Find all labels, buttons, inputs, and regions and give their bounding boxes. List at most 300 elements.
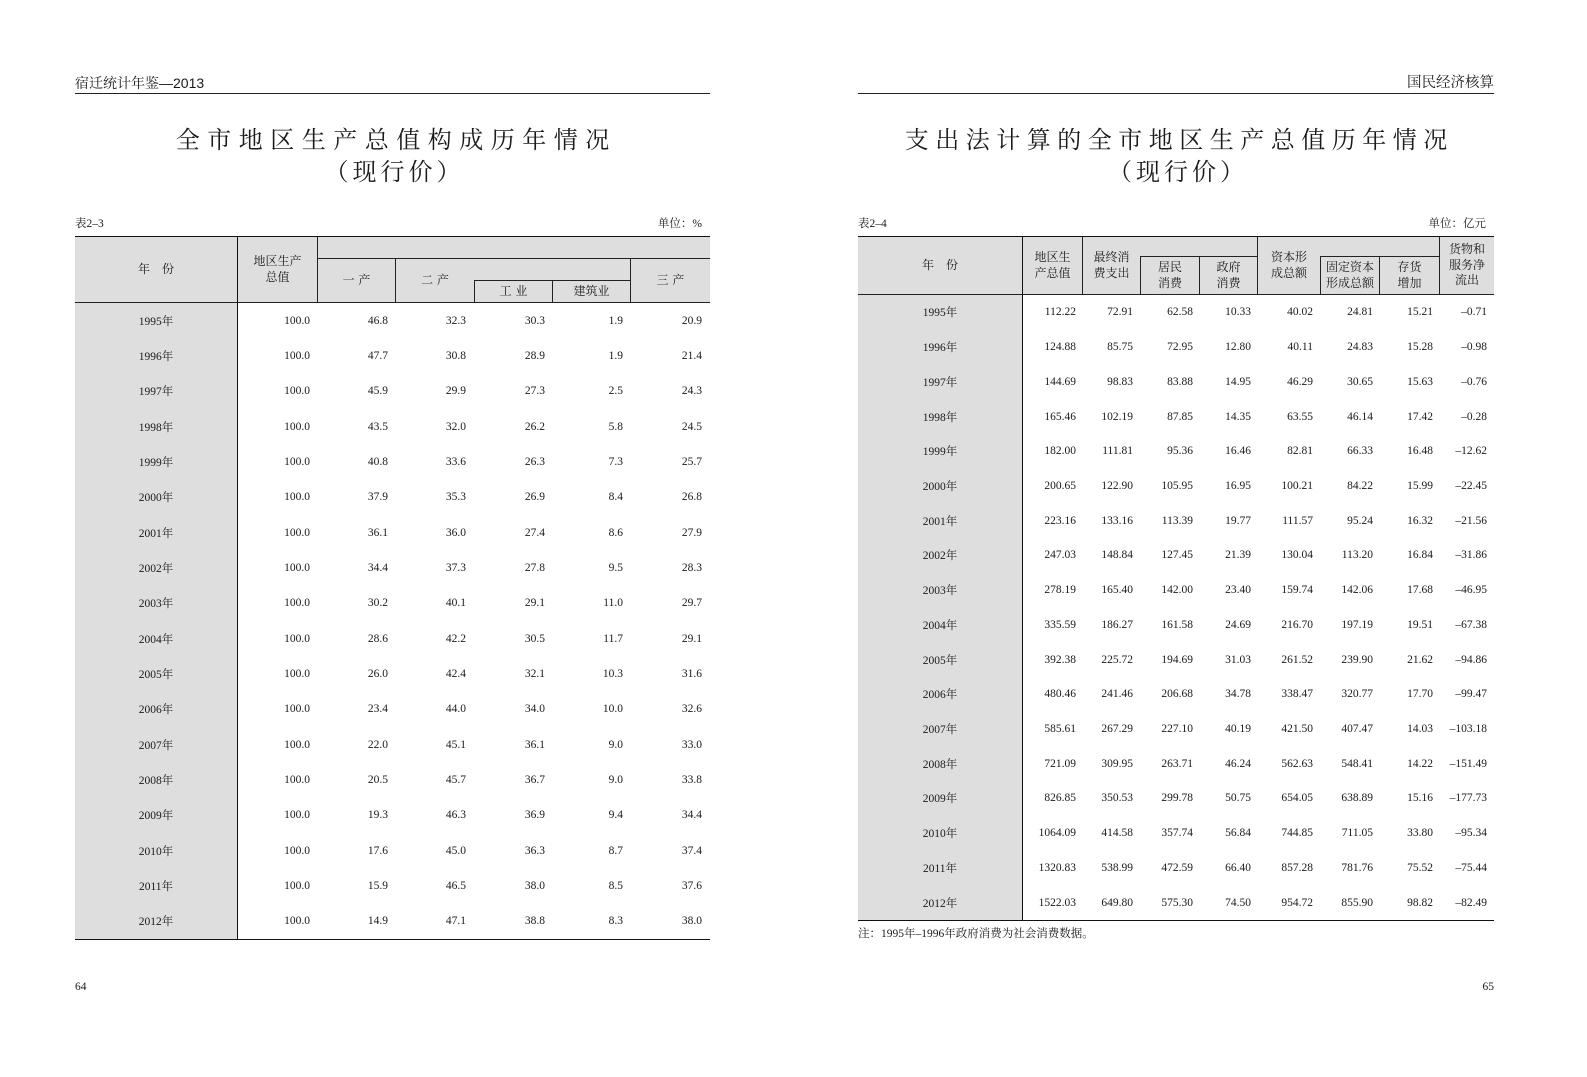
- cell-household-consumption: 62.58: [1167, 306, 1193, 319]
- cell-final-consumption: 241.46: [1101, 688, 1133, 701]
- cell-gdp: 335.59: [1044, 618, 1076, 631]
- cell-tertiary: 26.8: [681, 491, 702, 504]
- cell-final-consumption: 186.27: [1101, 618, 1133, 631]
- cell-gdp: 1320.83: [1038, 861, 1076, 874]
- cell-year: 1998年: [75, 409, 238, 444]
- table-row: [75, 444, 710, 479]
- cell-year: 2007年: [75, 727, 238, 762]
- cell-government-consumption: 10.33: [1225, 306, 1251, 319]
- cell-net-exports: –103.18: [1449, 722, 1487, 735]
- table-row: [75, 833, 710, 868]
- table-row: [75, 692, 710, 727]
- cell-industry: 38.8: [524, 915, 545, 928]
- cell-industry: 27.3: [524, 385, 545, 398]
- cell-tertiary: 37.6: [681, 879, 702, 892]
- cell-gdp: 112.22: [1044, 306, 1076, 319]
- cell-inventory-change: 16.84: [1407, 549, 1433, 562]
- cell-tertiary: 32.6: [681, 703, 702, 716]
- cell-net-exports: –0.28: [1461, 410, 1487, 423]
- table-row: [858, 885, 1494, 920]
- page-number: 64: [75, 981, 87, 993]
- cell-fixed-capital-formation: 84.22: [1347, 479, 1373, 492]
- table-body: [858, 295, 1494, 920]
- cell-inventory-change: 21.62: [1407, 653, 1433, 666]
- cell-secondary: 44.0: [445, 703, 466, 716]
- cell-primary: 36.1: [367, 526, 388, 539]
- cell-capital-formation: 261.52: [1281, 653, 1313, 666]
- header-inventory-change-label: 存货增加: [1397, 260, 1422, 290]
- header-primary-label: 一 产: [342, 272, 371, 287]
- cell-inventory-change: 16.32: [1407, 514, 1433, 527]
- table-footnote: 注：1995年–1996年政府消费为社会消费数据。: [858, 928, 1094, 940]
- cell-year: 2005年: [75, 656, 238, 691]
- cell-year: 1995年: [858, 295, 1023, 330]
- table-row: [858, 816, 1494, 851]
- cell-final-consumption: 414.58: [1101, 827, 1133, 840]
- table-row: [858, 330, 1494, 365]
- cell-gdp: 100.0: [284, 667, 310, 680]
- cell-fixed-capital-formation: 46.14: [1347, 410, 1373, 423]
- cell-primary: 40.8: [367, 455, 388, 468]
- cell-household-consumption: 357.74: [1161, 827, 1193, 840]
- cell-gdp: 1522.03: [1038, 896, 1076, 909]
- table-row: [858, 712, 1494, 747]
- table-header: [858, 237, 1494, 295]
- cell-net-exports: –22.45: [1455, 479, 1487, 492]
- cell-gdp: 100.0: [284, 632, 310, 645]
- cell-industry: 36.9: [524, 809, 545, 822]
- header-construction-label: 建筑业: [573, 283, 610, 298]
- cell-year: 2007年: [858, 712, 1023, 747]
- header-household-consumption-label: 居民消费: [1158, 260, 1183, 290]
- cell-tertiary: 38.0: [681, 915, 702, 928]
- cell-gdp: 721.09: [1044, 757, 1076, 770]
- cell-capital-formation: 421.50: [1281, 722, 1313, 735]
- cell-year: 2002年: [858, 538, 1023, 573]
- cell-gdp: 100.0: [284, 491, 310, 504]
- cell-year: 2002年: [75, 550, 238, 585]
- cell-industry: 26.9: [524, 491, 545, 504]
- cell-tertiary: 29.1: [681, 632, 702, 645]
- table-row: [858, 295, 1494, 330]
- running-head: 宿迁统计年鉴—2013: [75, 74, 710, 94]
- cell-final-consumption: 72.91: [1107, 306, 1133, 319]
- cell-inventory-change: 15.28: [1407, 341, 1433, 354]
- cell-government-consumption: 16.95: [1225, 479, 1251, 492]
- cell-year: 1995年: [75, 303, 238, 338]
- header-industry-label: 工 业: [499, 283, 528, 298]
- cell-construction: 8.5: [608, 879, 623, 892]
- cell-household-consumption: 206.68: [1161, 688, 1193, 701]
- cell-primary: 45.9: [367, 385, 388, 398]
- cell-tertiary: 31.6: [681, 667, 702, 680]
- cell-government-consumption: 16.46: [1225, 445, 1251, 458]
- cell-final-consumption: 85.75: [1107, 341, 1133, 354]
- cell-government-consumption: 23.40: [1225, 584, 1251, 597]
- cell-year: 2011年: [75, 868, 238, 903]
- header-fixed-capital-formation: [1320, 257, 1380, 295]
- cell-construction: 8.7: [608, 844, 623, 857]
- cell-industry: 36.1: [524, 738, 545, 751]
- header-industry: [474, 281, 553, 303]
- header-gdp-label: 地区生产总值: [1034, 250, 1071, 280]
- cell-gdp: 100.0: [284, 915, 310, 928]
- cell-year: 2010年: [75, 833, 238, 868]
- cell-fixed-capital-formation: 197.19: [1341, 618, 1373, 631]
- cell-construction: 8.6: [608, 526, 623, 539]
- header-final-consumption: [1083, 237, 1140, 295]
- cell-industry: 30.5: [524, 632, 545, 645]
- table-unit: 单位：%: [657, 218, 702, 230]
- cell-construction: 10.3: [602, 667, 623, 680]
- cell-final-consumption: 538.99: [1101, 861, 1133, 874]
- cell-household-consumption: 83.88: [1167, 375, 1193, 388]
- cell-construction: 2.5: [608, 385, 623, 398]
- table-row: [75, 904, 710, 939]
- cell-fixed-capital-formation: 855.90: [1341, 896, 1373, 909]
- cell-inventory-change: 15.99: [1407, 479, 1433, 492]
- cell-gdp: 100.0: [284, 879, 310, 892]
- table-row: [75, 586, 710, 621]
- cell-gdp: 100.0: [284, 314, 310, 327]
- cell-year: 2011年: [858, 851, 1023, 886]
- cell-capital-formation: 954.72: [1281, 896, 1313, 909]
- cell-net-exports: –99.47: [1455, 688, 1487, 701]
- cell-inventory-change: 19.51: [1407, 618, 1433, 631]
- cell-government-consumption: 46.24: [1225, 757, 1251, 770]
- cell-household-consumption: 299.78: [1161, 792, 1193, 805]
- header-net-exports: [1440, 237, 1494, 295]
- cell-inventory-change: 33.80: [1407, 827, 1433, 840]
- cell-construction: 9.4: [608, 809, 623, 822]
- cell-net-exports: –21.56: [1455, 514, 1487, 527]
- header-gdp: [238, 237, 318, 303]
- cell-inventory-change: 17.68: [1407, 584, 1433, 597]
- cell-year: 2004年: [75, 621, 238, 656]
- cell-year: 2001年: [858, 503, 1023, 538]
- cell-fixed-capital-formation: 781.76: [1341, 861, 1373, 874]
- cell-government-consumption: 24.69: [1225, 618, 1251, 631]
- cell-gdp: 200.65: [1044, 479, 1076, 492]
- cell-capital-formation: 562.63: [1281, 757, 1313, 770]
- table-row: [858, 434, 1494, 469]
- cell-year: 2004年: [858, 607, 1023, 642]
- cell-fixed-capital-formation: 711.05: [1341, 827, 1373, 840]
- cell-final-consumption: 350.53: [1101, 792, 1133, 805]
- cell-tertiary: 25.7: [681, 455, 702, 468]
- cell-year: 2012年: [75, 904, 238, 939]
- cell-household-consumption: 95.36: [1167, 445, 1193, 458]
- cell-gdp: 1064.09: [1038, 827, 1076, 840]
- cell-final-consumption: 165.40: [1101, 584, 1133, 597]
- cell-year: 2006年: [858, 677, 1023, 712]
- cell-household-consumption: 72.95: [1167, 341, 1193, 354]
- cell-gdp: 100.0: [284, 349, 310, 362]
- cell-primary: 26.0: [367, 667, 388, 680]
- cell-gdp: 223.16: [1044, 514, 1076, 527]
- cell-government-consumption: 31.03: [1225, 653, 1251, 666]
- header-year: [75, 237, 238, 303]
- cell-primary: 28.6: [367, 632, 388, 645]
- cell-primary: 15.9: [367, 879, 388, 892]
- header-government-consumption-label: 政府消费: [1216, 260, 1241, 290]
- cell-primary: 19.3: [367, 809, 388, 822]
- cell-net-exports: –151.49: [1449, 757, 1487, 770]
- cell-inventory-change: 14.03: [1407, 722, 1433, 735]
- cell-household-consumption: 87.85: [1167, 410, 1193, 423]
- cell-secondary: 47.1: [445, 915, 466, 928]
- cell-industry: 27.8: [524, 561, 545, 574]
- cell-industry: 29.1: [524, 597, 545, 610]
- cell-industry: 32.1: [524, 667, 545, 680]
- cell-household-consumption: 227.10: [1161, 722, 1193, 735]
- cell-primary: 23.4: [367, 703, 388, 716]
- cell-capital-formation: 159.74: [1281, 584, 1313, 597]
- table-number: 表2–3: [75, 218, 104, 230]
- cell-inventory-change: 14.22: [1407, 757, 1433, 770]
- cell-government-consumption: 56.84: [1225, 827, 1251, 840]
- cell-capital-formation: 130.04: [1281, 549, 1313, 562]
- header-primary: [318, 259, 396, 303]
- cell-gdp: 100.0: [284, 844, 310, 857]
- cell-secondary: 29.9: [445, 385, 466, 398]
- table-row: [858, 399, 1494, 434]
- cell-year: 1996年: [858, 330, 1023, 365]
- cell-industry: 26.3: [524, 455, 545, 468]
- cell-primary: 46.8: [367, 314, 388, 327]
- cell-secondary: 37.3: [445, 561, 466, 574]
- cell-primary: 22.0: [367, 738, 388, 751]
- cell-inventory-change: 98.82: [1407, 896, 1433, 909]
- running-head: 国民经济核算: [858, 74, 1494, 94]
- cell-capital-formation: 40.11: [1287, 341, 1313, 354]
- cell-capital-formation: 216.70: [1281, 618, 1313, 631]
- table-unit: 单位：亿元: [1428, 218, 1486, 230]
- table-row: [858, 469, 1494, 504]
- cell-gdp: 144.69: [1044, 375, 1076, 388]
- header-capital-formation-label: 资本形成总额: [1271, 250, 1308, 280]
- cell-secondary: 35.3: [445, 491, 466, 504]
- cell-household-consumption: 142.00: [1161, 584, 1193, 597]
- cell-year: 2003年: [858, 573, 1023, 608]
- cell-inventory-change: 15.21: [1407, 306, 1433, 319]
- page-number: 65: [1482, 981, 1494, 993]
- cell-gdp: 278.19: [1044, 584, 1076, 597]
- header-year-label: 年 份: [137, 261, 174, 276]
- cell-secondary: 30.8: [445, 349, 466, 362]
- table-row: [858, 851, 1494, 886]
- table-row: [75, 338, 710, 373]
- cell-year: 1997年: [858, 364, 1023, 399]
- cell-capital-formation: 338.47: [1281, 688, 1313, 701]
- cell-net-exports: –31.86: [1455, 549, 1487, 562]
- cell-capital-formation: 857.28: [1281, 861, 1313, 874]
- cell-gdp: 100.0: [284, 703, 310, 716]
- cell-secondary: 40.1: [445, 597, 466, 610]
- header-gdp: [1023, 237, 1083, 295]
- header-construction: [553, 281, 631, 303]
- cell-tertiary: 20.9: [681, 314, 702, 327]
- cell-capital-formation: 654.05: [1281, 792, 1313, 805]
- cell-household-consumption: 575.30: [1161, 896, 1193, 909]
- cell-fixed-capital-formation: 239.90: [1341, 653, 1373, 666]
- cell-fixed-capital-formation: 638.89: [1341, 792, 1373, 805]
- cell-tertiary: 29.7: [681, 597, 702, 610]
- cell-net-exports: –82.49: [1455, 896, 1487, 909]
- cell-fixed-capital-formation: 142.06: [1341, 584, 1373, 597]
- table-row: [858, 503, 1494, 538]
- cell-construction: 9.0: [608, 738, 623, 751]
- table-row: [75, 727, 710, 762]
- cell-household-consumption: 194.69: [1161, 653, 1193, 666]
- cell-tertiary: 21.4: [681, 349, 702, 362]
- cell-government-consumption: 19.77: [1225, 514, 1251, 527]
- cell-inventory-change: 16.48: [1407, 445, 1433, 458]
- header-consumption-subgroup: [1140, 237, 1258, 257]
- cell-primary: 17.6: [367, 844, 388, 857]
- cell-year: 2008年: [75, 762, 238, 797]
- cell-household-consumption: 472.59: [1161, 861, 1193, 874]
- page-title: 支出法计算的全市地区生产总值历年情况: [904, 126, 1454, 154]
- cell-secondary: 45.7: [445, 773, 466, 786]
- cell-construction: 11.0: [603, 597, 623, 610]
- cell-secondary: 45.0: [445, 844, 466, 857]
- cell-primary: 43.5: [367, 420, 388, 433]
- header-year: [858, 237, 1023, 295]
- header-fixed-capital-formation-label: 固定资本形成总额: [1326, 260, 1375, 290]
- cell-gdp: 100.0: [284, 420, 310, 433]
- cell-net-exports: –0.76: [1461, 375, 1487, 388]
- cell-net-exports: –94.86: [1455, 653, 1487, 666]
- header-gdp-label: 地区生产总值: [253, 254, 302, 284]
- cell-inventory-change: 17.70: [1407, 688, 1433, 701]
- cell-gdp: 100.0: [284, 597, 310, 610]
- cell-secondary: 36.0: [445, 526, 466, 539]
- cell-net-exports: –177.73: [1449, 792, 1487, 805]
- cell-construction: 9.5: [608, 561, 623, 574]
- cell-construction: 7.3: [608, 455, 623, 468]
- table-row: [858, 781, 1494, 816]
- page-subtitle: （现行价）: [324, 158, 465, 186]
- cell-construction: 10.0: [602, 703, 623, 716]
- cell-primary: 14.9: [367, 915, 388, 928]
- table-meta: [858, 216, 1494, 232]
- cell-household-consumption: 263.71: [1161, 757, 1193, 770]
- gdp-expenditure-table: [858, 236, 1494, 921]
- cell-secondary: 33.6: [445, 455, 466, 468]
- cell-primary: 34.4: [367, 561, 388, 574]
- cell-household-consumption: 161.58: [1161, 618, 1193, 631]
- cell-gdp: 100.0: [284, 773, 310, 786]
- cell-final-consumption: 267.29: [1101, 722, 1133, 735]
- cell-final-consumption: 122.90: [1101, 479, 1133, 492]
- cell-secondary: 45.1: [445, 738, 466, 751]
- cell-construction: 1.9: [608, 314, 623, 327]
- cell-gdp: 100.0: [284, 809, 310, 822]
- table-row: [858, 364, 1494, 399]
- cell-capital-formation: 744.85: [1281, 827, 1313, 840]
- cell-final-consumption: 309.95: [1101, 757, 1133, 770]
- cell-industry: 30.3: [524, 314, 545, 327]
- cell-tertiary: 24.3: [681, 385, 702, 398]
- cell-year: 2008年: [858, 746, 1023, 781]
- cell-final-consumption: 148.84: [1101, 549, 1133, 562]
- cell-year: 1999年: [858, 434, 1023, 469]
- header-net-exports-label: 货物和服务净流出: [1449, 242, 1486, 288]
- table-row: [858, 746, 1494, 781]
- cell-gdp: 100.0: [284, 385, 310, 398]
- cell-gdp: 182.00: [1044, 445, 1076, 458]
- cell-secondary: 42.2: [445, 632, 466, 645]
- cell-household-consumption: 113.39: [1161, 514, 1193, 527]
- table-row: [858, 538, 1494, 573]
- left-page: [75, 0, 710, 1077]
- cell-fixed-capital-formation: 548.41: [1341, 757, 1373, 770]
- header-year-label: 年 份: [921, 257, 958, 272]
- cell-year: 2000年: [858, 469, 1023, 504]
- cell-secondary: 46.3: [445, 809, 466, 822]
- table-row: [858, 573, 1494, 608]
- cell-year: 2006年: [75, 692, 238, 727]
- cell-tertiary: 34.4: [681, 809, 702, 822]
- table-row: [75, 762, 710, 797]
- cell-gdp: 392.38: [1044, 653, 1076, 666]
- cell-net-exports: –67.38: [1455, 618, 1487, 631]
- cell-fixed-capital-formation: 95.24: [1347, 514, 1373, 527]
- cell-household-consumption: 127.45: [1161, 549, 1193, 562]
- cell-year: 2005年: [858, 642, 1023, 677]
- title-block: [858, 124, 1494, 188]
- cell-fixed-capital-formation: 30.65: [1347, 375, 1373, 388]
- table-row: [858, 642, 1494, 677]
- cell-secondary: 32.0: [445, 420, 466, 433]
- cell-net-exports: –0.71: [1461, 306, 1487, 319]
- cell-year: 2012年: [858, 885, 1023, 920]
- cell-final-consumption: 111.81: [1102, 445, 1133, 458]
- cell-gdp: 124.88: [1044, 341, 1076, 354]
- cell-net-exports: –0.98: [1461, 341, 1487, 354]
- cell-year: 2001年: [75, 515, 238, 550]
- header-inventory-change: [1380, 257, 1440, 295]
- cell-industry: 26.2: [524, 420, 545, 433]
- header-secondary-label: 二 产: [421, 272, 449, 287]
- cell-gdp: 247.03: [1044, 549, 1076, 562]
- cell-primary: 47.7: [367, 349, 388, 362]
- table-row: [75, 798, 710, 833]
- cell-year: 1996年: [75, 338, 238, 373]
- cell-gdp: 480.46: [1044, 688, 1076, 701]
- cell-government-consumption: 74.50: [1225, 896, 1251, 909]
- cell-fixed-capital-formation: 66.33: [1347, 445, 1373, 458]
- cell-net-exports: –75.44: [1455, 861, 1487, 874]
- cell-fixed-capital-formation: 24.83: [1347, 341, 1373, 354]
- cell-year: 2000年: [75, 480, 238, 515]
- cell-final-consumption: 225.72: [1101, 653, 1133, 666]
- cell-inventory-change: 17.42: [1407, 410, 1433, 423]
- cell-year: 2009年: [75, 798, 238, 833]
- cell-tertiary: 24.5: [681, 420, 702, 433]
- cell-inventory-change: 15.16: [1407, 792, 1433, 805]
- gdp-composition-table: [75, 236, 710, 940]
- cell-fixed-capital-formation: 320.77: [1341, 688, 1373, 701]
- table-body: [75, 303, 710, 939]
- cell-gdp: 826.85: [1044, 792, 1076, 805]
- cell-industry: 36.3: [524, 844, 545, 857]
- cell-year: 1999年: [75, 444, 238, 479]
- table-row: [75, 656, 710, 691]
- cell-final-consumption: 133.16: [1101, 514, 1133, 527]
- cell-final-consumption: 649.80: [1101, 896, 1133, 909]
